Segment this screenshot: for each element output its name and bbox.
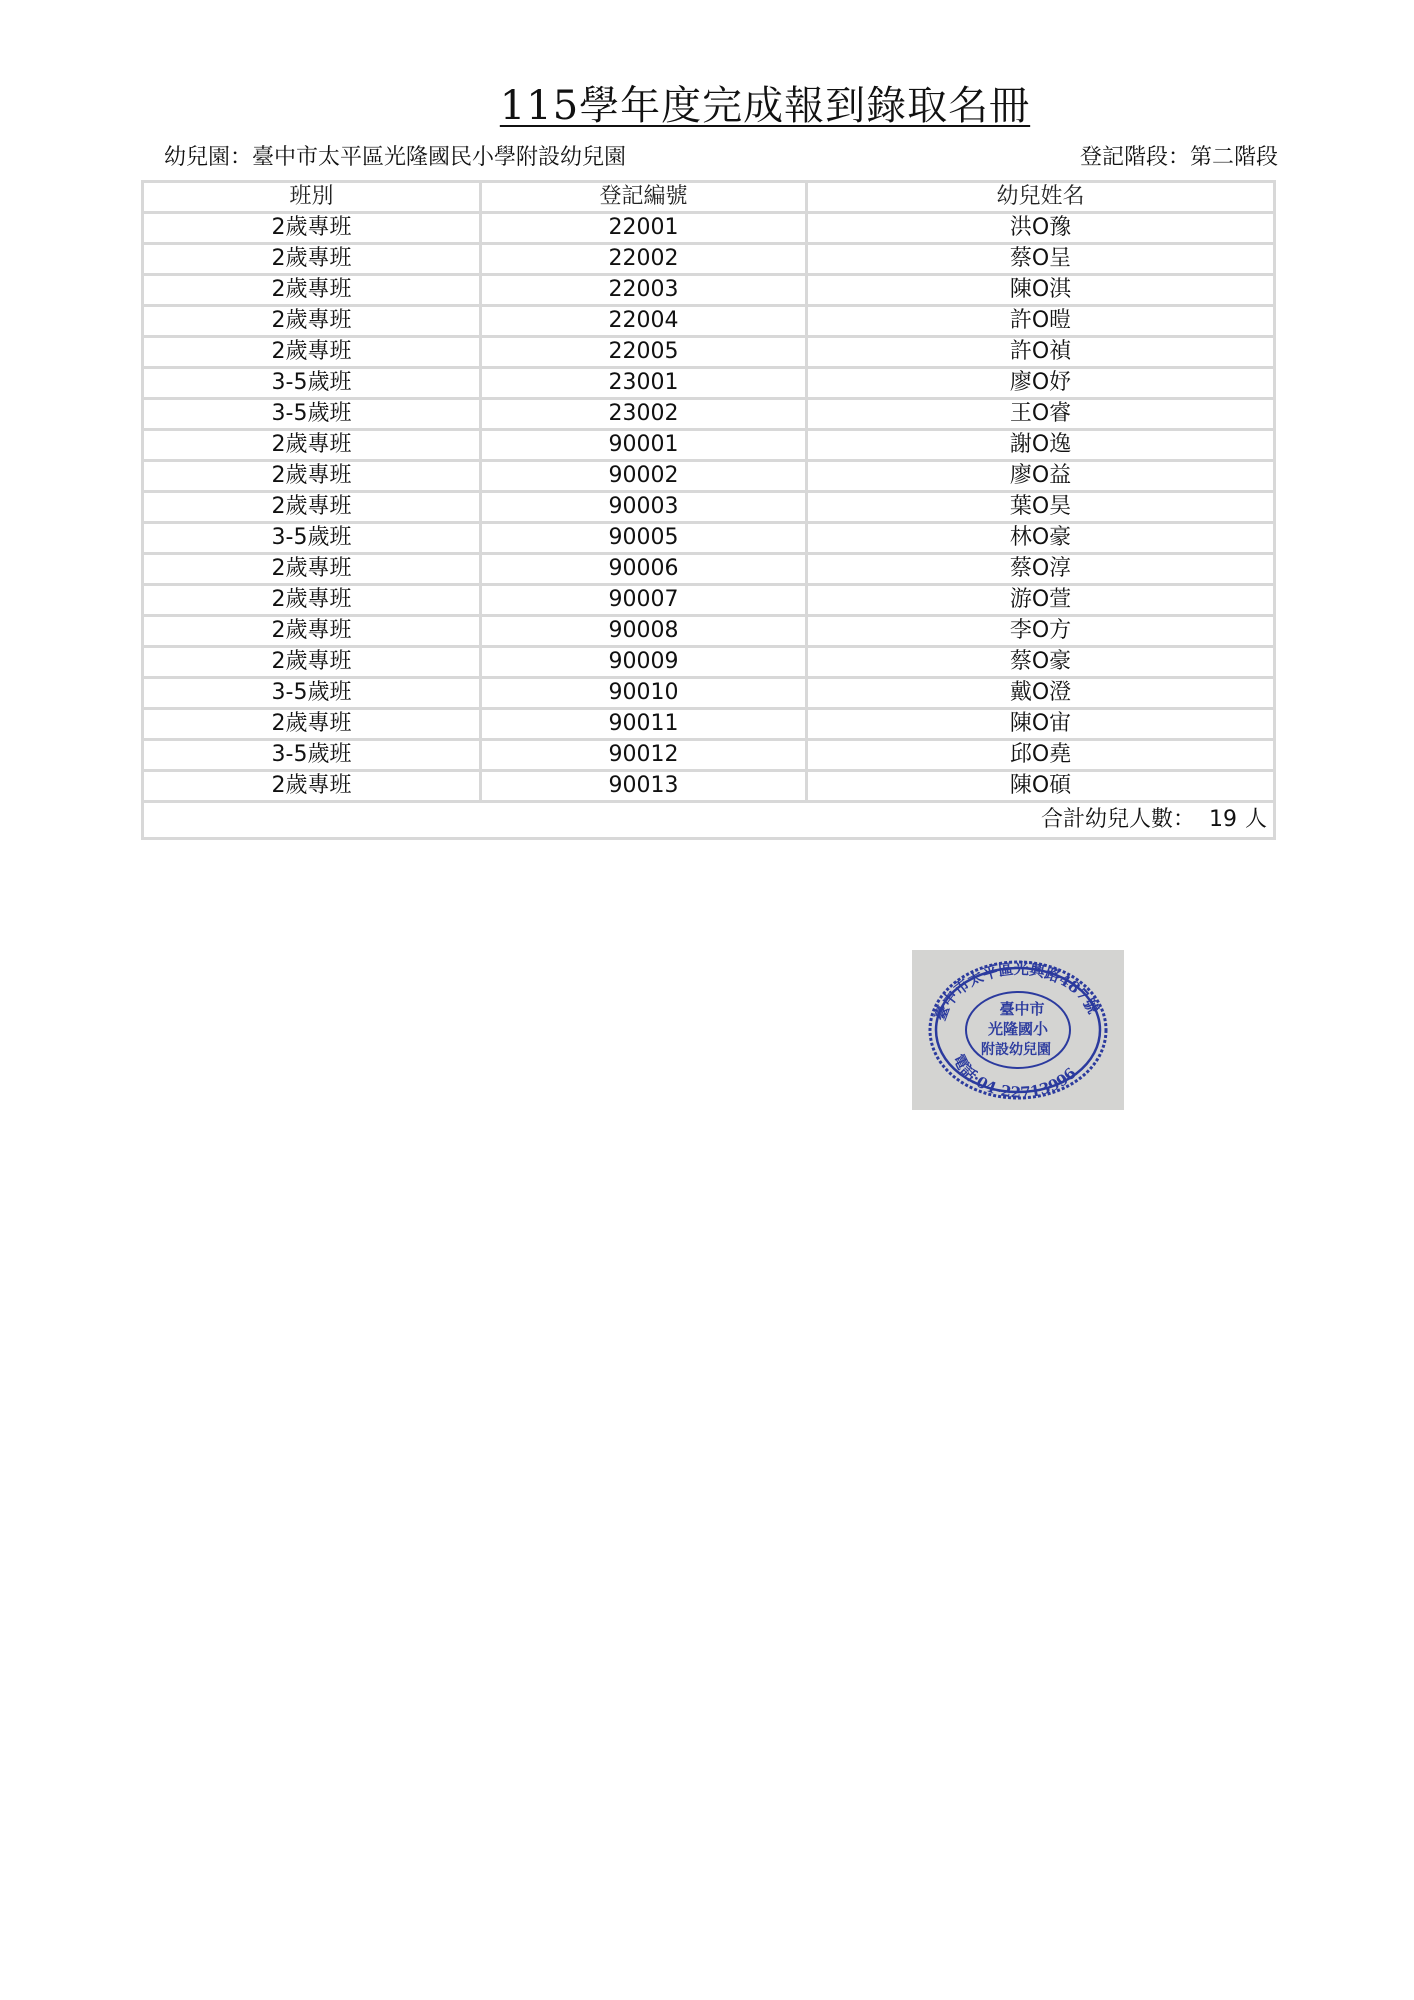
cell-class: 2歲專班 bbox=[143, 585, 481, 616]
table-row bbox=[143, 616, 1275, 647]
cell-class: 2歲專班 bbox=[143, 213, 481, 244]
cell-name: 蔡O豪 bbox=[807, 647, 1275, 678]
table-row bbox=[143, 709, 1275, 740]
header-reg-no: 登記編號 bbox=[481, 182, 807, 213]
cell-class: 2歲專班 bbox=[143, 461, 481, 492]
cell-reg-no: 90008 bbox=[481, 616, 807, 647]
cell-reg-no: 22003 bbox=[481, 275, 807, 306]
seal-line-1: 臺中市 bbox=[999, 1000, 1045, 1018]
cell-reg-no: 22002 bbox=[481, 244, 807, 275]
table-row bbox=[143, 492, 1275, 523]
table-body bbox=[143, 213, 1275, 802]
table-row bbox=[143, 275, 1275, 306]
table-row bbox=[143, 430, 1275, 461]
official-seal bbox=[912, 950, 1124, 1110]
cell-name: 陳O宙 bbox=[807, 709, 1275, 740]
table-row bbox=[143, 461, 1275, 492]
seal-outer-text: 臺中市太平區光興路487號 bbox=[931, 959, 1103, 1024]
cell-class: 3-5歲班 bbox=[143, 399, 481, 430]
table-header-row bbox=[143, 182, 1275, 213]
cell-name: 游O萱 bbox=[807, 585, 1275, 616]
stage-value: 第二階段 bbox=[1189, 145, 1278, 170]
table-row bbox=[143, 771, 1275, 802]
cell-name: 廖O妤 bbox=[807, 368, 1275, 399]
cell-name: 謝O逸 bbox=[807, 430, 1275, 461]
cell-name: 蔡O淳 bbox=[807, 554, 1275, 585]
total-count: 19 bbox=[1208, 807, 1237, 832]
cell-name: 許O暟 bbox=[807, 306, 1275, 337]
cell-reg-no: 90010 bbox=[481, 678, 807, 709]
table-row bbox=[143, 368, 1275, 399]
cell-class: 3-5歲班 bbox=[143, 523, 481, 554]
cell-name: 廖O益 bbox=[807, 461, 1275, 492]
table-row bbox=[143, 523, 1275, 554]
table-row bbox=[143, 585, 1275, 616]
cell-name: 李O方 bbox=[807, 616, 1275, 647]
cell-class: 2歲專班 bbox=[143, 306, 481, 337]
cell-reg-no: 22005 bbox=[481, 337, 807, 368]
cell-name: 戴O澄 bbox=[807, 678, 1275, 709]
header-class: 班別 bbox=[143, 182, 481, 213]
svg-text:電話:04-22713996 bbox=[949, 1051, 1080, 1101]
table-row bbox=[143, 213, 1275, 244]
cell-reg-no: 90002 bbox=[481, 461, 807, 492]
table-row bbox=[143, 337, 1275, 368]
table-row bbox=[143, 647, 1275, 678]
cell-reg-no: 90001 bbox=[481, 430, 807, 461]
cell-reg-no: 90011 bbox=[481, 709, 807, 740]
seal-graphic bbox=[912, 950, 1124, 1110]
cell-class: 2歲專班 bbox=[143, 430, 481, 461]
cell-class: 2歲專班 bbox=[143, 709, 481, 740]
cell-reg-no: 90006 bbox=[481, 554, 807, 585]
cell-class: 2歲專班 bbox=[143, 647, 481, 678]
cell-name: 陳O淇 bbox=[807, 275, 1275, 306]
cell-reg-no: 23002 bbox=[481, 399, 807, 430]
total-row bbox=[143, 802, 1275, 839]
cell-reg-no: 90003 bbox=[481, 492, 807, 523]
kindergarten-info bbox=[164, 140, 626, 171]
cell-name: 王O睿 bbox=[807, 399, 1275, 430]
stage-label: 登記階段： bbox=[1079, 145, 1190, 170]
cell-class: 2歲專班 bbox=[143, 337, 481, 368]
cell-class: 2歲專班 bbox=[143, 275, 481, 306]
cell-class: 3-5歲班 bbox=[143, 678, 481, 709]
cell-reg-no: 22004 bbox=[481, 306, 807, 337]
cell-reg-no: 90012 bbox=[481, 740, 807, 771]
cell-class: 3-5歲班 bbox=[143, 368, 481, 399]
cell-reg-no: 90013 bbox=[481, 771, 807, 802]
total-cell bbox=[143, 802, 1275, 839]
table-row bbox=[143, 306, 1275, 337]
cell-class: 2歲專班 bbox=[143, 771, 481, 802]
cell-reg-no: 90009 bbox=[481, 647, 807, 678]
cell-class: 2歲專班 bbox=[143, 616, 481, 647]
kindergarten-name: 臺中市太平區光隆國民小學附設幼兒園 bbox=[252, 145, 627, 170]
stage-info bbox=[1080, 140, 1278, 171]
cell-name: 洪O豫 bbox=[807, 213, 1275, 244]
header-name: 幼兒姓名 bbox=[807, 182, 1275, 213]
cell-reg-no: 90007 bbox=[481, 585, 807, 616]
table-row bbox=[143, 554, 1275, 585]
seal-line-2: 光隆國小 bbox=[987, 1020, 1049, 1038]
cell-reg-no: 22001 bbox=[481, 213, 807, 244]
cell-name: 蔡O呈 bbox=[807, 244, 1275, 275]
cell-class: 3-5歲班 bbox=[143, 740, 481, 771]
cell-class: 2歲專班 bbox=[143, 244, 481, 275]
seal-phone-text: 電話:04-22713996 bbox=[949, 1051, 1080, 1102]
cell-name: 邱O堯 bbox=[807, 740, 1275, 771]
cell-reg-no: 90005 bbox=[481, 523, 807, 554]
cell-reg-no: 23001 bbox=[481, 368, 807, 399]
total-label: 合計幼兒人數： bbox=[1040, 807, 1195, 832]
table-row bbox=[143, 244, 1275, 275]
cell-name: 葉O昊 bbox=[807, 492, 1275, 523]
table-row bbox=[143, 399, 1275, 430]
kindergarten-label: 幼兒園： bbox=[164, 145, 253, 170]
cell-class: 2歲專班 bbox=[143, 554, 481, 585]
admission-roster-table bbox=[141, 180, 1276, 840]
cell-class: 2歲專班 bbox=[143, 492, 481, 523]
cell-name: 林O豪 bbox=[807, 523, 1275, 554]
document-title: 115學年度完成報到錄取名冊 bbox=[499, 83, 1031, 129]
seal-line-3: 附設幼兒園 bbox=[981, 1042, 1051, 1058]
cell-name: 陳O碩 bbox=[807, 771, 1275, 802]
table-row bbox=[143, 740, 1275, 771]
cell-name: 許O禎 bbox=[807, 337, 1275, 368]
table-row bbox=[143, 678, 1275, 709]
total-unit: 人 bbox=[1244, 807, 1267, 832]
